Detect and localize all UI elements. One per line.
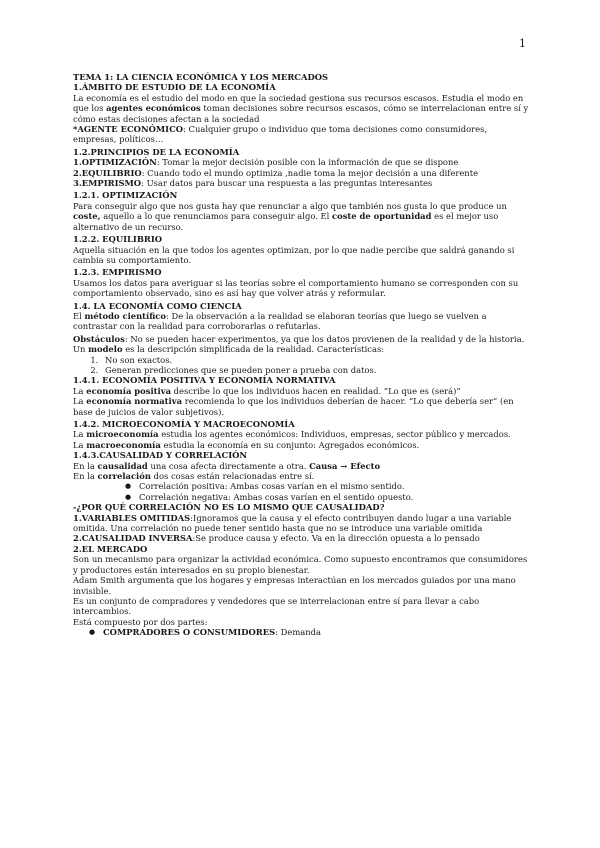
list-item: ● COMPRADORES O CONSUMIDORES: Demanda — [103, 627, 533, 637]
subsection-heading: 1.4.1. ECONOMÍA POSITIVA Y ECONOMÍA NORMATIVA — [73, 375, 336, 386]
subsection-heading: 1.2.1. OPTIMIZACIÓN — [73, 190, 178, 201]
page-number: 1 — [519, 37, 526, 50]
question-heading: -¿POR QUÉ CORRELACIÓN NO ES LO MISMO QUE CAUSALIDAD? — [73, 502, 385, 513]
paragraph: La economía positiva describe lo que los individuos hacen en realidad. “Lo que es (será)” — [73, 385, 461, 396]
subsection-heading: 1.2.2. EQUILIBRIO — [73, 234, 163, 245]
principle-item: 1.OPTIMIZACIÓN: Tomar la mejor decisión posible con la información de que se dispone — [73, 157, 459, 168]
bullet-list — [73, 627, 533, 637]
section-heading: 2.EL MERCADO — [73, 543, 148, 554]
paragraph: El método científico: De la observación a la realidad se elaboran teorías que luego se vuelven a contrastar con la realidad para corroborarlas o refutarlas. — [73, 310, 487, 332]
principle-item: 3.EMPIRISMO: Usar datos para buscar una respuesta a las preguntas interesantes — [73, 178, 433, 189]
subsection-heading: 1.4.2. MICROECONOMÍA Y MACROECONOMÍA — [73, 419, 295, 429]
paragraph: 2.CAUSALIDAD INVERSA:Se produce causa y efecto. Va en la dirección opuesta a lo pensado — [73, 533, 480, 544]
subsection-heading: 1.2.3. EMPIRISMO — [73, 267, 162, 278]
document-title: TEMA 1: LA CIENCIA ECONÓMICA Y LOS MERCADOS — [73, 72, 329, 82]
paragraph: 1.VARIABLES OMITIDAS:Ignoramos que la causa y el efecto contribuyen dando lugar a una variable omitida. Una correlación no puede tener sentido hasta que no se introduce una variable omitida — [73, 512, 512, 534]
paragraph: Obstáculos: No se pueden hacer experimentos, ya que los datos provienen de la realidad y de la historia. — [73, 333, 525, 344]
paragraph: Adam Smith argumenta que los hogares y empresas interactúan en los mercados guiados por una mano invisible. — [73, 575, 516, 596]
paragraph: La microeconomía estudia los agentes económicos: Individuos, empresas, sector público y mercados. — [73, 429, 511, 440]
numbered-list — [73, 355, 533, 376]
paragraph: Está compuesto por dos partes: — [73, 616, 208, 627]
paragraph: En la correlación dos cosas están relacionadas entre sí. — [73, 471, 315, 482]
list-item: 1. No son exactos. — [101, 355, 533, 365]
document-body — [73, 72, 533, 638]
subsection-heading: 1.4.3.CAUSALIDAD Y CORRELACIÓN — [73, 450, 248, 461]
section-heading: 1.2.PRINCIPIOS DE LA ECONOMÍA — [73, 146, 240, 157]
bullet-list — [73, 481, 533, 502]
paragraph: Es un conjunto de compradores y vendedores que se interrelacionan entre sí para llevar a cabo intercambios. — [73, 595, 480, 617]
principle-item: 2.EQUILIBRIO: Cuando todo el mundo optimiza ,nadie toma la mejor decisión a una diferente — [73, 167, 479, 178]
section-heading: 1.ÁMBITO DE ESTUDIO DE LA ECONOMÍA — [73, 82, 276, 93]
paragraph: En la causalidad una cosa afecta directamente a otra. Causa → Efecto — [73, 460, 381, 471]
list-item: ● Correlación negativa: Ambas cosas varían en el sentido opuesto. — [139, 492, 533, 502]
paragraph: Aquella situación en la que todos los agentes optimizan, por lo que nadie percibe que saldrá ganando si cambia su comportamiento. — [73, 244, 515, 265]
list-item: 2. Generan predicciones que se pueden poner a prueba con datos. — [101, 365, 533, 375]
paragraph: Un modelo es la descripción simplificada de la realidad. Características: — [73, 344, 385, 355]
section-heading: 1.4. LA ECONOMÍA COMO CIENCIA — [73, 300, 242, 311]
list-item: ● Correlación positiva: Ambas cosas varían en el mismo sentido. — [139, 481, 533, 491]
bold-term: agentes económicos — [106, 103, 201, 114]
definition: *AGENTE ECONÓMICO: Cualquier grupo o individuo que toma decisiones como consumidores, empresas, políticos… — [73, 124, 488, 145]
paragraph: La economía normativa recomienda lo que los individuos deberían de hacer. “Lo que debería ser” (en base de juicios de valor subjetivos). — [73, 396, 514, 417]
paragraph: La macroeconomía estudia la economía en su conjunto: Agregados económicos. — [73, 439, 420, 450]
paragraph: Para conseguir algo que nos gusta hay que renunciar a algo que también nos gusta lo que produce un coste, aquello a lo que renunciamos para conseguir algo. El coste de oportunidad es el mejor uso alternativo de un recurso. — [73, 200, 507, 232]
paragraph: Son un mecanismo para organizar la actividad económica. Como supuesto encontramos que consumidores y productores están interesados en su propio bienestar. — [73, 554, 528, 575]
paragraph: La economía es el estudio del modo en que la sociedad gestiona sus recursos escasos. Estudia el modo en que los agentes económicos toman decisiones sobre recursos escasos, cómo se interrelacionan entre sí y cómo estas decisiones afectan a la sociedad — [73, 92, 529, 124]
paragraph: Usamos los datos para averiguar si las teorías sobre el comportamiento humano se corresponden con su comportamiento observado, sino es así hay que volver atrás y reformular. — [73, 277, 519, 299]
